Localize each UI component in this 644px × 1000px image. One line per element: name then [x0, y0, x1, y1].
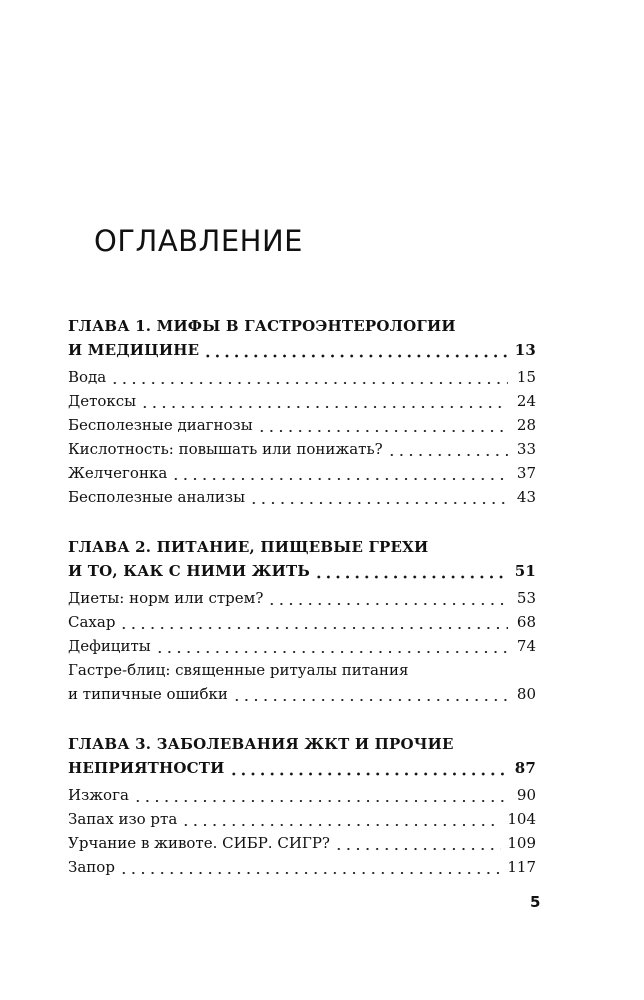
- chapter-heading: [68, 314, 536, 362]
- toc-entry-line[interactable]: [68, 682, 536, 706]
- toc-page-number: 33: [516, 440, 536, 458]
- toc-entry-title: Сахар: [68, 613, 116, 631]
- dot-leader: [140, 389, 508, 413]
- chapter-title: ГЛАВА 2. ПИТАНИЕ, ПИЩЕВЫЕ ГРЕХИ: [68, 538, 429, 556]
- toc-entry[interactable]: [68, 658, 536, 706]
- toc-entry-line: [68, 658, 536, 682]
- dot-leader: [133, 783, 508, 807]
- toc-entry-line[interactable]: [68, 634, 536, 658]
- toc-entry-line[interactable]: [68, 610, 536, 634]
- toc-entry-title: Запор: [68, 858, 115, 876]
- chapter-heading-line[interactable]: [68, 338, 536, 362]
- dot-leader: [267, 586, 508, 610]
- chapter-entries: [68, 365, 536, 509]
- chapter-heading: [68, 535, 536, 583]
- toc-page-number: 80: [516, 685, 536, 703]
- toc-entry-title: Гастре-блиц: священные ритуалы питания: [68, 661, 409, 679]
- chapter-3: [68, 732, 536, 879]
- chapter-heading-line: [68, 732, 536, 756]
- dot-leader: [110, 365, 508, 389]
- toc-entry[interactable]: [68, 855, 536, 879]
- dot-leader: [203, 338, 508, 362]
- toc-page-number: 28: [516, 416, 536, 434]
- toc-entry-title: Изжога: [68, 786, 129, 804]
- dot-leader: [387, 437, 508, 461]
- toc-entry-title: И ТО, КАК С НИМИ ЖИТЬ: [68, 562, 310, 580]
- toc-page-number: 117: [507, 858, 536, 876]
- toc-entry[interactable]: [68, 485, 536, 509]
- toc-entry-line[interactable]: [68, 807, 536, 831]
- toc-page-number: 90: [516, 786, 536, 804]
- chapter-heading-line: [68, 535, 536, 559]
- toc-page-number: 104: [507, 810, 536, 828]
- toc-entry-line[interactable]: [68, 365, 536, 389]
- toc-entry-line[interactable]: [68, 389, 536, 413]
- dot-leader: [119, 610, 508, 634]
- toc-entry-title: И МЕДИЦИНЕ: [68, 341, 200, 359]
- dot-leader: [249, 485, 508, 509]
- chapter-entries: [68, 783, 536, 879]
- chapter-title: ГЛАВА 3. ЗАБОЛЕВАНИЯ ЖКТ И ПРОЧИЕ: [68, 735, 454, 753]
- dot-leader: [334, 831, 501, 855]
- chapter-entries: [68, 586, 536, 706]
- toc-entry[interactable]: [68, 831, 536, 855]
- toc-page-number: 74: [516, 637, 536, 655]
- toc-entry-line[interactable]: [68, 485, 536, 509]
- toc-entry-title: Кислотность: повышать или понижать?: [68, 440, 383, 458]
- toc-entry-title: Вода: [68, 368, 107, 386]
- toc-page-number: 15: [516, 368, 536, 386]
- toc-entry-title: Детоксы: [68, 392, 137, 410]
- toc-entry-title: Диеты: норм или стрем?: [68, 589, 264, 607]
- toc-entry-title: НЕПРИЯТНОСТИ: [68, 759, 225, 777]
- chapter-heading-line[interactable]: [68, 559, 536, 583]
- toc-entry[interactable]: [68, 413, 536, 437]
- chapter-heading-line: [68, 314, 536, 338]
- toc-entry-line[interactable]: [68, 461, 536, 485]
- toc-entry-line[interactable]: [68, 783, 536, 807]
- chapter-title: ГЛАВА 1. МИФЫ В ГАСТРОЭНТЕРОЛОГИИ: [68, 317, 456, 335]
- toc-entry[interactable]: [68, 610, 536, 634]
- toc-page-number: 37: [516, 464, 536, 482]
- toc-entry-title: Бесполезные диагнозы: [68, 416, 253, 434]
- dot-leader: [229, 756, 508, 780]
- toc-entry[interactable]: [68, 807, 536, 831]
- chapter-2: [68, 535, 536, 706]
- chapter-heading: [68, 732, 536, 780]
- toc-page-number: 51: [514, 562, 536, 580]
- dot-leader: [314, 559, 508, 583]
- dot-leader: [257, 413, 508, 437]
- toc-entry-title: и типичные ошибки: [68, 685, 228, 703]
- toc-page-number: 109: [507, 834, 536, 852]
- toc-entry-title: Бесполезные анализы: [68, 488, 246, 506]
- toc-entry-line[interactable]: [68, 437, 536, 461]
- toc-page-number: 13: [514, 341, 536, 359]
- toc-entry[interactable]: [68, 634, 536, 658]
- toc-entry-line[interactable]: [68, 586, 536, 610]
- dot-leader: [232, 682, 508, 706]
- toc-entry-line[interactable]: [68, 831, 536, 855]
- toc-page-number: 24: [516, 392, 536, 410]
- toc-page-number: 43: [516, 488, 536, 506]
- toc-page-number: 53: [516, 589, 536, 607]
- toc-entry-title: Урчание в животе. СИБР. СИГР?: [68, 834, 330, 852]
- toc-entry-title: Желчегонка: [68, 464, 168, 482]
- toc-entry[interactable]: [68, 461, 536, 485]
- toc-entry-title: Дефициты: [68, 637, 151, 655]
- toc-page-number: 87: [514, 759, 536, 777]
- page-number: 5: [530, 893, 541, 911]
- dot-leader: [171, 461, 508, 485]
- toc-page-number: 68: [516, 613, 536, 631]
- toc-entry[interactable]: [68, 437, 536, 461]
- page-title: ОГЛАВЛЕНИЕ: [94, 224, 304, 258]
- toc-entry-title: Запах изо рта: [68, 810, 178, 828]
- toc-entry-line[interactable]: [68, 413, 536, 437]
- chapter-heading-line[interactable]: [68, 756, 536, 780]
- toc-entry[interactable]: [68, 586, 536, 610]
- chapter-1: [68, 314, 536, 509]
- toc-entry-line[interactable]: [68, 855, 536, 879]
- dot-leader: [155, 634, 508, 658]
- dot-leader: [119, 855, 501, 879]
- dot-leader: [181, 807, 501, 831]
- toc-entry[interactable]: [68, 783, 536, 807]
- toc-entry[interactable]: [68, 365, 536, 389]
- toc-entry[interactable]: [68, 389, 536, 413]
